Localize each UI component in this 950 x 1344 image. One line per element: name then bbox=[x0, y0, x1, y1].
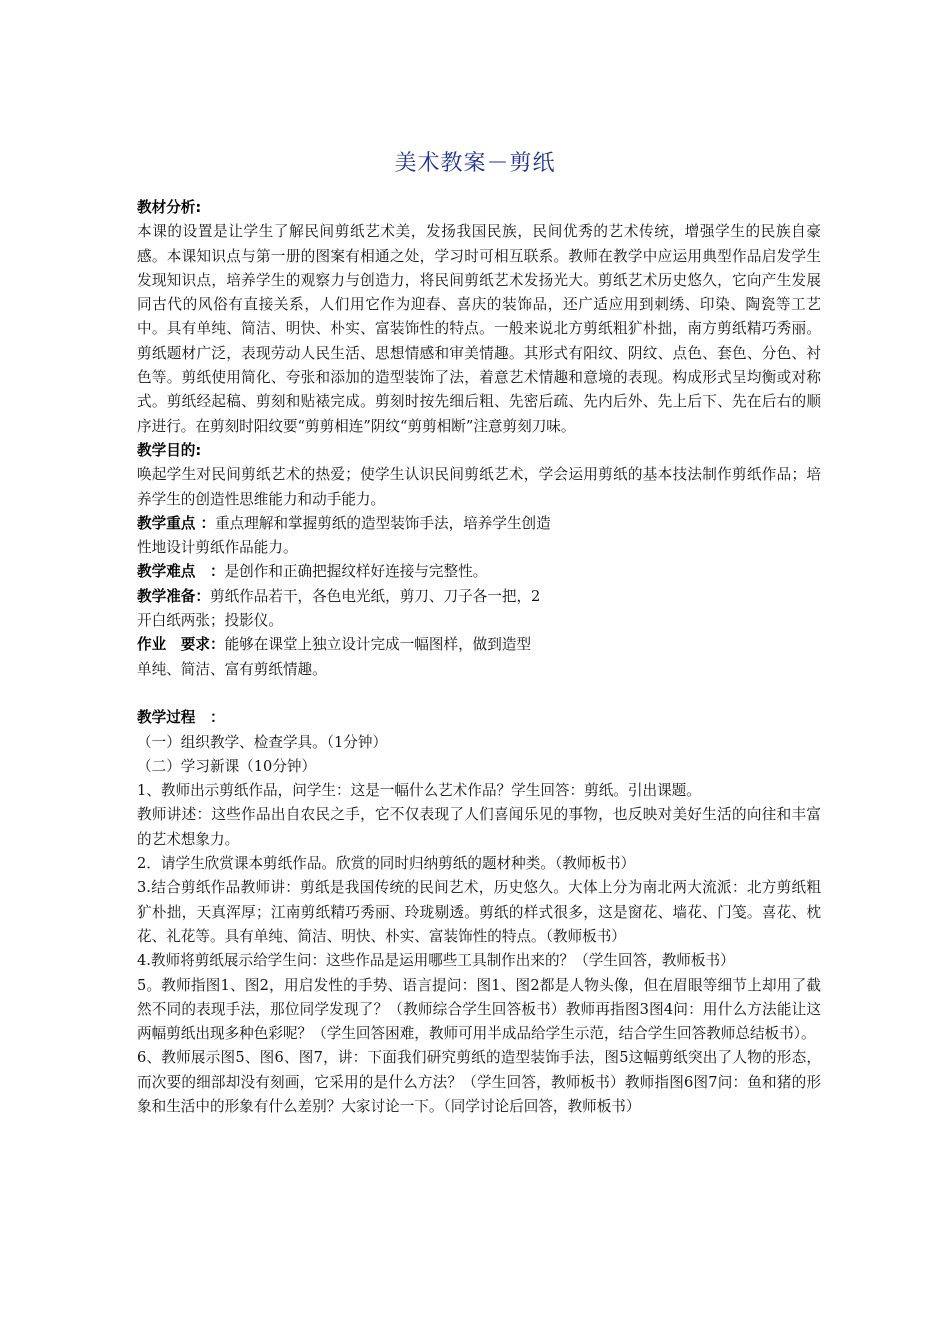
prep-line bbox=[137, 585, 821, 609]
focus-heading: 教学重点 ： bbox=[137, 514, 216, 532]
process-paragraph: 4.教师将剪纸展示给学生问：这些作品是运用哪些工具制作出来的？（学生回答，教师板书） bbox=[137, 952, 735, 970]
prep-heading: 教学准备： bbox=[137, 587, 210, 605]
process-paragraph: 2．请学生欣赏课本剪纸作品。欣赏的同时归纳剪纸的题材种类。（教师板书） bbox=[137, 855, 636, 873]
process-paragraph: 3.结合剪纸作品教师讲：剪纸是我国传统的民间艺术，历史悠久。大体上分为南北两大流派：北方剪纸粗犷朴拙，天真浑厚；江南剪纸精巧秀丽、玲珑剔透。剪纸的样式很多，这是窗花、墙花、门笺。喜花、枕花、礼花等。具有单纯、简洁、明快、朴实、富装饰性的特点。（教师板书） bbox=[137, 879, 821, 945]
difficulty-text: 是创作和正确把握纹样好连接与完整性。 bbox=[224, 563, 488, 581]
difficulty-line bbox=[137, 560, 821, 584]
page-title: 美术教案－剪纸 bbox=[394, 151, 556, 176]
focus-text-continued: 性地设计剪纸作品能力。 bbox=[137, 539, 298, 557]
analysis-heading: 教材分析: bbox=[137, 199, 202, 216]
process-paragraph: 1、教师出示剪纸作品，问学生：这是一幅什么艺术作品？学生回答：剪纸。引出课题。 bbox=[137, 782, 701, 800]
prep-text: 剪纸作品若干，各色电光纸，剪刀、刀子各一把，2 bbox=[209, 587, 541, 605]
process-paragraph: （一）组织教学、检查学具。（1分钟） bbox=[137, 733, 388, 751]
homework-heading: 作业 要求： bbox=[137, 636, 225, 654]
process-paragraph: （二）学习新课（10分钟） bbox=[137, 757, 317, 775]
document-body bbox=[137, 196, 821, 1119]
focus-line bbox=[137, 512, 821, 536]
homework-text: 能够在课堂上独立设计完成一幅图样，做到造型 bbox=[224, 636, 532, 654]
difficulty-heading: 教学难点 ： bbox=[137, 563, 225, 581]
process-heading: 教学过程 ： bbox=[137, 709, 225, 727]
goal-text: 唤起学生对民间剪纸艺术的热爱；使学生认识民间剪纸艺术，学会运用剪纸的基本技法制作剪纸作品；培养学生的创造性思维能力和动手能力。 bbox=[137, 466, 821, 508]
analysis-text: 本课的设置是让学生了解民间剪纸艺术美，发扬我国民族，民间优秀的艺术传统，增强学生的民族自豪感。本课知识点与第一册的图案有相通之处，学习时可相互联系。教师在教学中应运用典型作品启发学生发现知识点，培养学生的观察力与创造力，将民间剪纸艺术发扬光大。剪纸艺术历史悠久，它向产生发展同古代的风俗有直接关系，人们用它作为迎春、喜庆的装饰品，还广适应用到刺绣、印染、陶瓷等工艺中。具有单纯、简洁、明快、朴实、富装饰性的特点。一般来说北方剪纸粗犷朴拙，南方剪纸精巧秀丽。剪纸题材广泛，表现劳动人民生活、思想情感和审美情趣。其形式有阳纹、阴纹、点色、套色、分色、衬色等。剪纸使用简化、夸张和添加的造型装饰了法，着意艺术情趣和意境的表现。构成形式呈均衡或对称式。剪纸经起稿、剪刻和贴裱完成。剪刻时按先细后粗、先密后疏、先内后外、先上后下、先在后右的顺序进行。在剪刻时阳纹要“剪剪相连”阴纹“剪剪相断”注意剪刻刀味。 bbox=[137, 223, 821, 435]
process-paragraph: 6、教师展示图5、图6、图7，讲：下面我们研究剪纸的造型装饰手法，图5这幅剪纸突出了人物的形态，而次要的细部却没有刻画，它采用的是什么方法？（学生回答，教师板书）教师指图6图7问：鱼和猪的形象和生活中的形象有什么差别？大家讨论一下。（同学讨论后回答，教师板书） bbox=[137, 1049, 821, 1115]
homework-line bbox=[137, 633, 821, 657]
homework-text-continued: 单纯、简洁、富有剪纸情趣。 bbox=[137, 660, 327, 678]
spacer bbox=[137, 682, 821, 706]
prep-text-continued: 开白纸两张；投影仪。 bbox=[137, 612, 283, 630]
focus-text: 重点理解和掌握剪纸的造型装饰手法，培养学生创造 bbox=[215, 514, 551, 532]
process-paragraph: 5。教师指图1、图2，用启发性的手势、语言提问：图1、图2都是人物头像，但在眉眼等细节上却用了截然不同的表现手法，那位同学发现了？（教师综合学生回答板书）教师再指图3图4问：用什么方法能让这两幅剪纸出现多种色彩呢？（学生回答困难，教师可用半成品给学生示范，结合学生回答教师总结板书）。 bbox=[137, 976, 821, 1043]
process-paragraph: 教师讲述：这些作品出自农民之手，它不仅表现了人们喜闻乐见的事物，也反映对美好生活的向往和丰富的艺术想象力。 bbox=[137, 806, 821, 848]
goal-heading: 教学目的: bbox=[137, 441, 202, 459]
